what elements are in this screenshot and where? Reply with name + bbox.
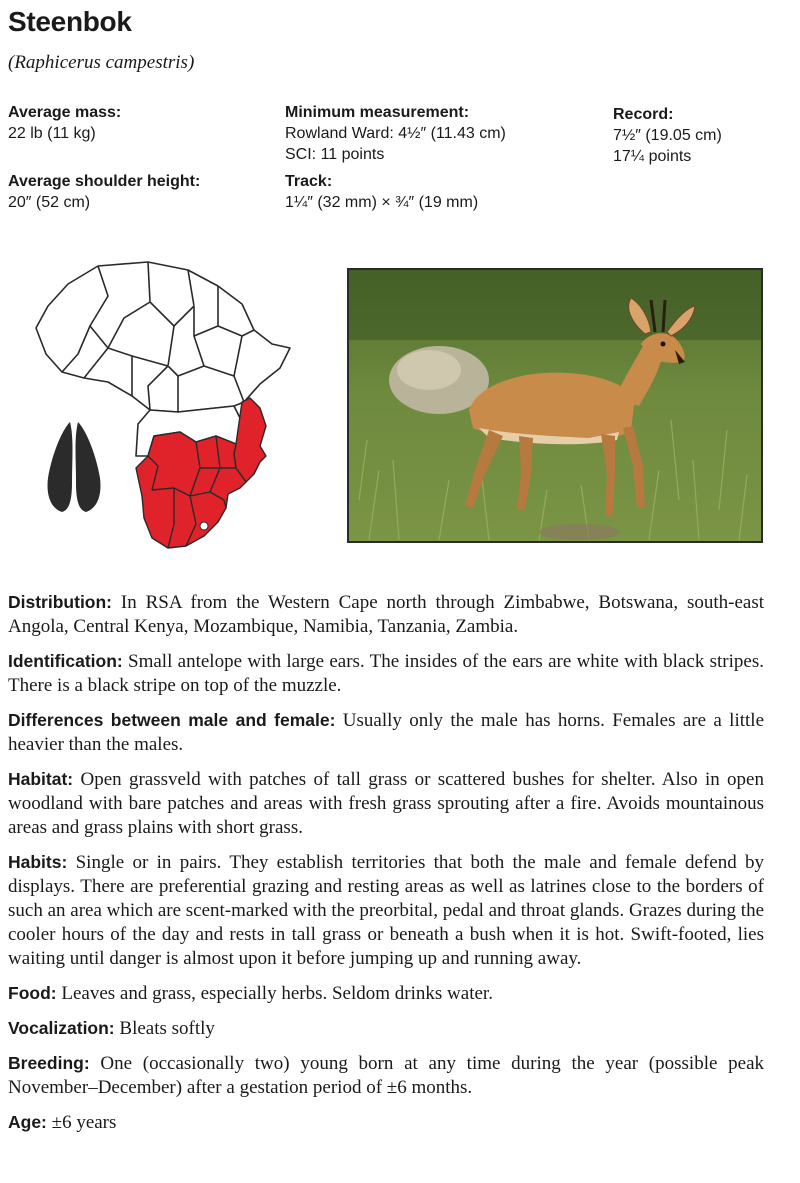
section-heading: Habits: (8, 852, 68, 872)
stat-label: Track: (285, 173, 333, 190)
stat-value: 17¼ points (613, 148, 692, 165)
species-description (8, 590, 764, 1145)
stat-value: Rowland Ward: 4½″ (11.43 cm) (285, 125, 506, 142)
section-differences (8, 708, 764, 757)
section-text: Usually only the male has horns. Females are a little heavier than the males. (8, 710, 765, 755)
stat-minimum-measurement (285, 102, 506, 165)
stat-value: 1¼″ (32 mm) × ¾″ (19 mm) (285, 194, 479, 211)
section-distribution (8, 590, 764, 639)
section-text: Single or in pairs. They establish territories that both the male and female defend by displays. There are preferential grazing and resting areas as well as latrines close to the borders of such an area which are scent-marked with the preorbital, pedal and throat glands. Grazes during the cooler hours of the day and rests in tall grass or beneath a bush when it is hot. Swift-footed, lies waiting until danger is almost upon it before jumping up and running away. (8, 852, 765, 969)
section-text: Bleats softly (114, 1018, 215, 1039)
stat-value: 20″ (52 cm) (8, 194, 91, 211)
hoof-track-icon (42, 420, 106, 516)
scientific-name: (Raphicerus campestris) (8, 52, 195, 73)
section-text: Small antelope with large ears. The insides of the ears are white with black stripes. There is a black stripe on top of the muzzle. (8, 651, 764, 696)
section-text: Open grassveld with patches of tall grass or scattered bushes for shelter. Also in open woodland with bare patches and areas with fresh grass sprouting after a fire. Avoids mountainous areas and grass plains with short grass. (8, 769, 764, 838)
section-age (8, 1110, 764, 1135)
section-habits (8, 850, 764, 971)
section-heading: Food: (8, 983, 57, 1003)
section-text: Leaves and grass, especially herbs. Seldom drinks water. (56, 983, 493, 1004)
stat-track (285, 171, 478, 213)
stat-label: Average shoulder height: (8, 173, 201, 190)
stat-value: 7½″ (19.05 cm) (613, 127, 722, 144)
stat-value: SCI: 11 points (285, 146, 385, 163)
section-heading: Vocalization: (8, 1018, 115, 1038)
section-heading: Age: (8, 1112, 47, 1132)
section-habitat (8, 767, 764, 840)
stat-shoulder-height (8, 171, 200, 213)
section-breeding (8, 1051, 764, 1100)
stat-average-mass (8, 102, 121, 144)
section-heading: Distribution: (8, 592, 113, 612)
stat-record (613, 104, 722, 167)
stat-label: Minimum measurement: (285, 104, 470, 121)
section-heading: Habitat: (8, 769, 74, 789)
section-identification (8, 649, 764, 698)
section-food (8, 981, 764, 1006)
section-text: One (occasionally two) young born at any time during the year (possible peak November–December) after a gestation period of ±6 months. (8, 1053, 764, 1098)
section-heading: Identification: (8, 651, 123, 671)
section-text: In RSA from the Western Cape north through Zimbabwe, Botswana, south-east Angola, Central Kenya, Mozambique, Namibia, Tanzania, Zambia. (8, 592, 764, 637)
stat-label: Average mass: (8, 104, 122, 121)
section-heading: Differences between male and female: (8, 710, 336, 730)
stat-label: Record: (613, 106, 674, 123)
section-heading: Breeding: (8, 1053, 90, 1073)
section-vocalization (8, 1016, 764, 1041)
section-text: ±6 years (46, 1112, 117, 1133)
stat-value: 22 lb (11 kg) (8, 125, 96, 142)
steenbok-photo (347, 268, 763, 543)
species-title: Steenbok (8, 6, 132, 37)
